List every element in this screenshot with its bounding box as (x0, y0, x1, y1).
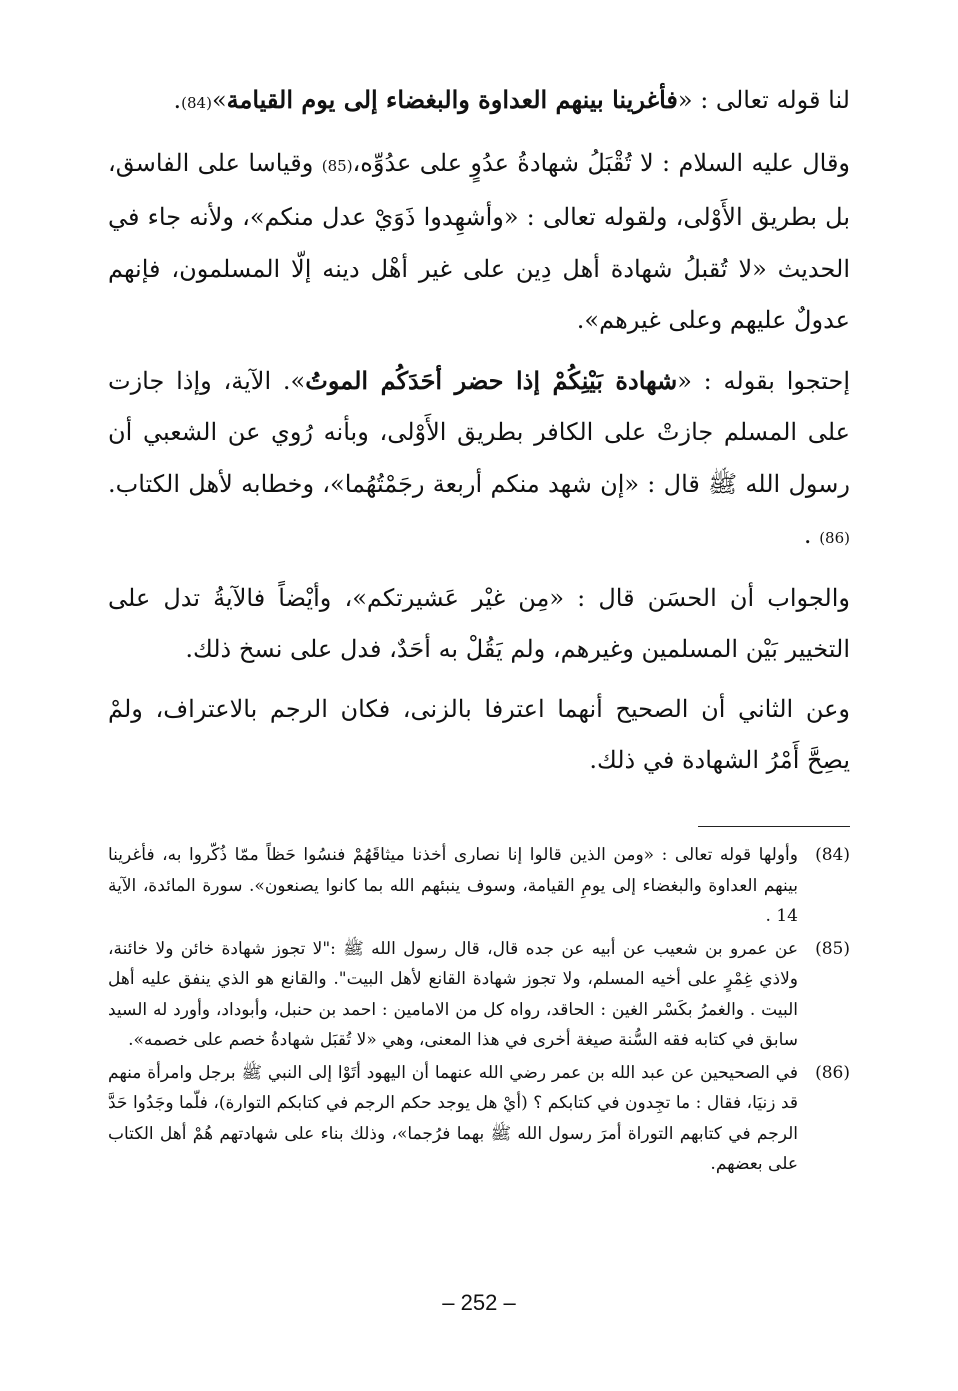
paragraph-2 (108, 138, 850, 347)
footnote-text: في الصحيحين عن عبد الله بن عمر رضي الله عنهما أن اليهود أتَوْا إلى النبي ﷺ برجل وامرأة منهم قد زنيَا، فقال : ما تجِدون في كتابكم ؟ (أيْ هل يوجد حكم الرجم في كتابكم التوارة)، فلّما وجَدُوا حَدَّ الرجم في كتابهم التوراة أمرَ رسول الله ﷺ بهما فرُجما»، وذلك بناء على شهادتهم هُمْ أهل الكتاب على بعضهم. (108, 1062, 798, 1174)
paragraph-4: والجواب أن الحسَن قال : «مِن غيْر عَشيرتكم»، وأيْضاً فالآيةُ تدل على التخيير بَيْن المسلمين وغيرهم، ولم يَقُلْ به أحَدٌ، فدل على نسخ ذلك. (108, 583, 850, 663)
footnote-ref-84: (84) (181, 94, 212, 112)
footnote-number: (84) (815, 845, 850, 865)
p3-text-a: ». الآية، وإذا جازت على المسلم جازتْ على الكافر بطريق الأَوْلى، وبأنه رُوي عن الشعبي أن رسول الله ﷺ قال : «إن شهد منكم أربعة رجَمْتُهُما»، وخطابه لأهل الكتاب. (108, 366, 850, 498)
p3-intro: إحتجوا بقوله : « (677, 366, 850, 395)
paragraph-1 (108, 74, 850, 130)
footnote-84 (108, 840, 850, 932)
footnote-86 (108, 1058, 850, 1180)
main-text (108, 74, 850, 795)
p1-end: . (173, 86, 182, 114)
footnote-ref-86: (86) (819, 529, 850, 547)
footnotes (108, 840, 850, 1182)
p2-text-a: وقال عليه السلام : لا تُقْبَلُ شهادةُ عدُوٍ على عدُوِّه، (352, 148, 851, 177)
p1-quran-quote: فأغرينا بينهم العداوة والبغضاء إلى يوم القيامة (226, 85, 678, 114)
paragraph-3 (108, 355, 850, 565)
footnote-separator (698, 826, 850, 827)
footnote-number: (85) (815, 938, 850, 959)
p3-end: . (803, 521, 820, 549)
page-number: – 252 – (442, 1290, 516, 1315)
footnote-text: وأولها قوله تعالى : «ومن الذين قالوا إنا نصارى أخذنا ميثاقَهُمْ فنسُوا حَظاً ممّا ذُكّروا به، فأغرينا بينهم العداوة والبغضاء إلى يومِ القيامة، وسوف ينبئهم الله بما كانوا يصنعون». سورة المائدة، الآية 14 . (108, 845, 798, 926)
paragraph-5: وعن الثاني أن الصحيح أنهما اعترفا بالزنى، فكان الرجم بالاعتراف، ولمْ يصِحَّ أَمْرُ الشهادة في ذلك. (108, 694, 850, 774)
footnote-ref-85: (85) (321, 156, 353, 175)
p1-close: » (211, 86, 227, 114)
p1-intro: لنا قوله تعالى : « (677, 86, 850, 114)
footnote-85 (108, 934, 850, 1056)
p2-text-b: وقياسا على الفاسق، بل بطريق الأَوْلى، ولقوله تعالى : «وأشهِدوا ذَوَيْ عدل منكم»، ولأنه جاء في الحديث «لا تُقبلُ شهادة أهل دِين على غير أهْل دينه إلّا المسلمون، فإنهم عدولٌ عليهم وعلى غيرهم». (108, 148, 850, 334)
p3-quran-quote: شهادة بَيْنِكُمْ إذا حضر أحَدَكُم الموتُ (305, 365, 678, 395)
footnote-number: (86) (815, 1062, 850, 1083)
footnote-text: عن عمرو بن شعيب عن أبيه عن جده قال، قال رسول الله ﷺ :"لا تجوز شهادة خائن ولا خائنة، ولاذي غِمْرٍ على أخيه المسلم، ولا تجوز شهادة القانع لأهل البيت". والقانع هو الذي ينفق عليه أهل البيت . والغمرُ بكَسْر الغين : الحاقد، رواه كل من الامامين : احمد بن حنبل، وأبوداد، وأورد له السيد سابق في كتابه فقه السُّنة صيغة أخرى في هذا المعنى، وهي «لا تُقبَل شهادةُ خصم على خصمه». (108, 938, 798, 1050)
